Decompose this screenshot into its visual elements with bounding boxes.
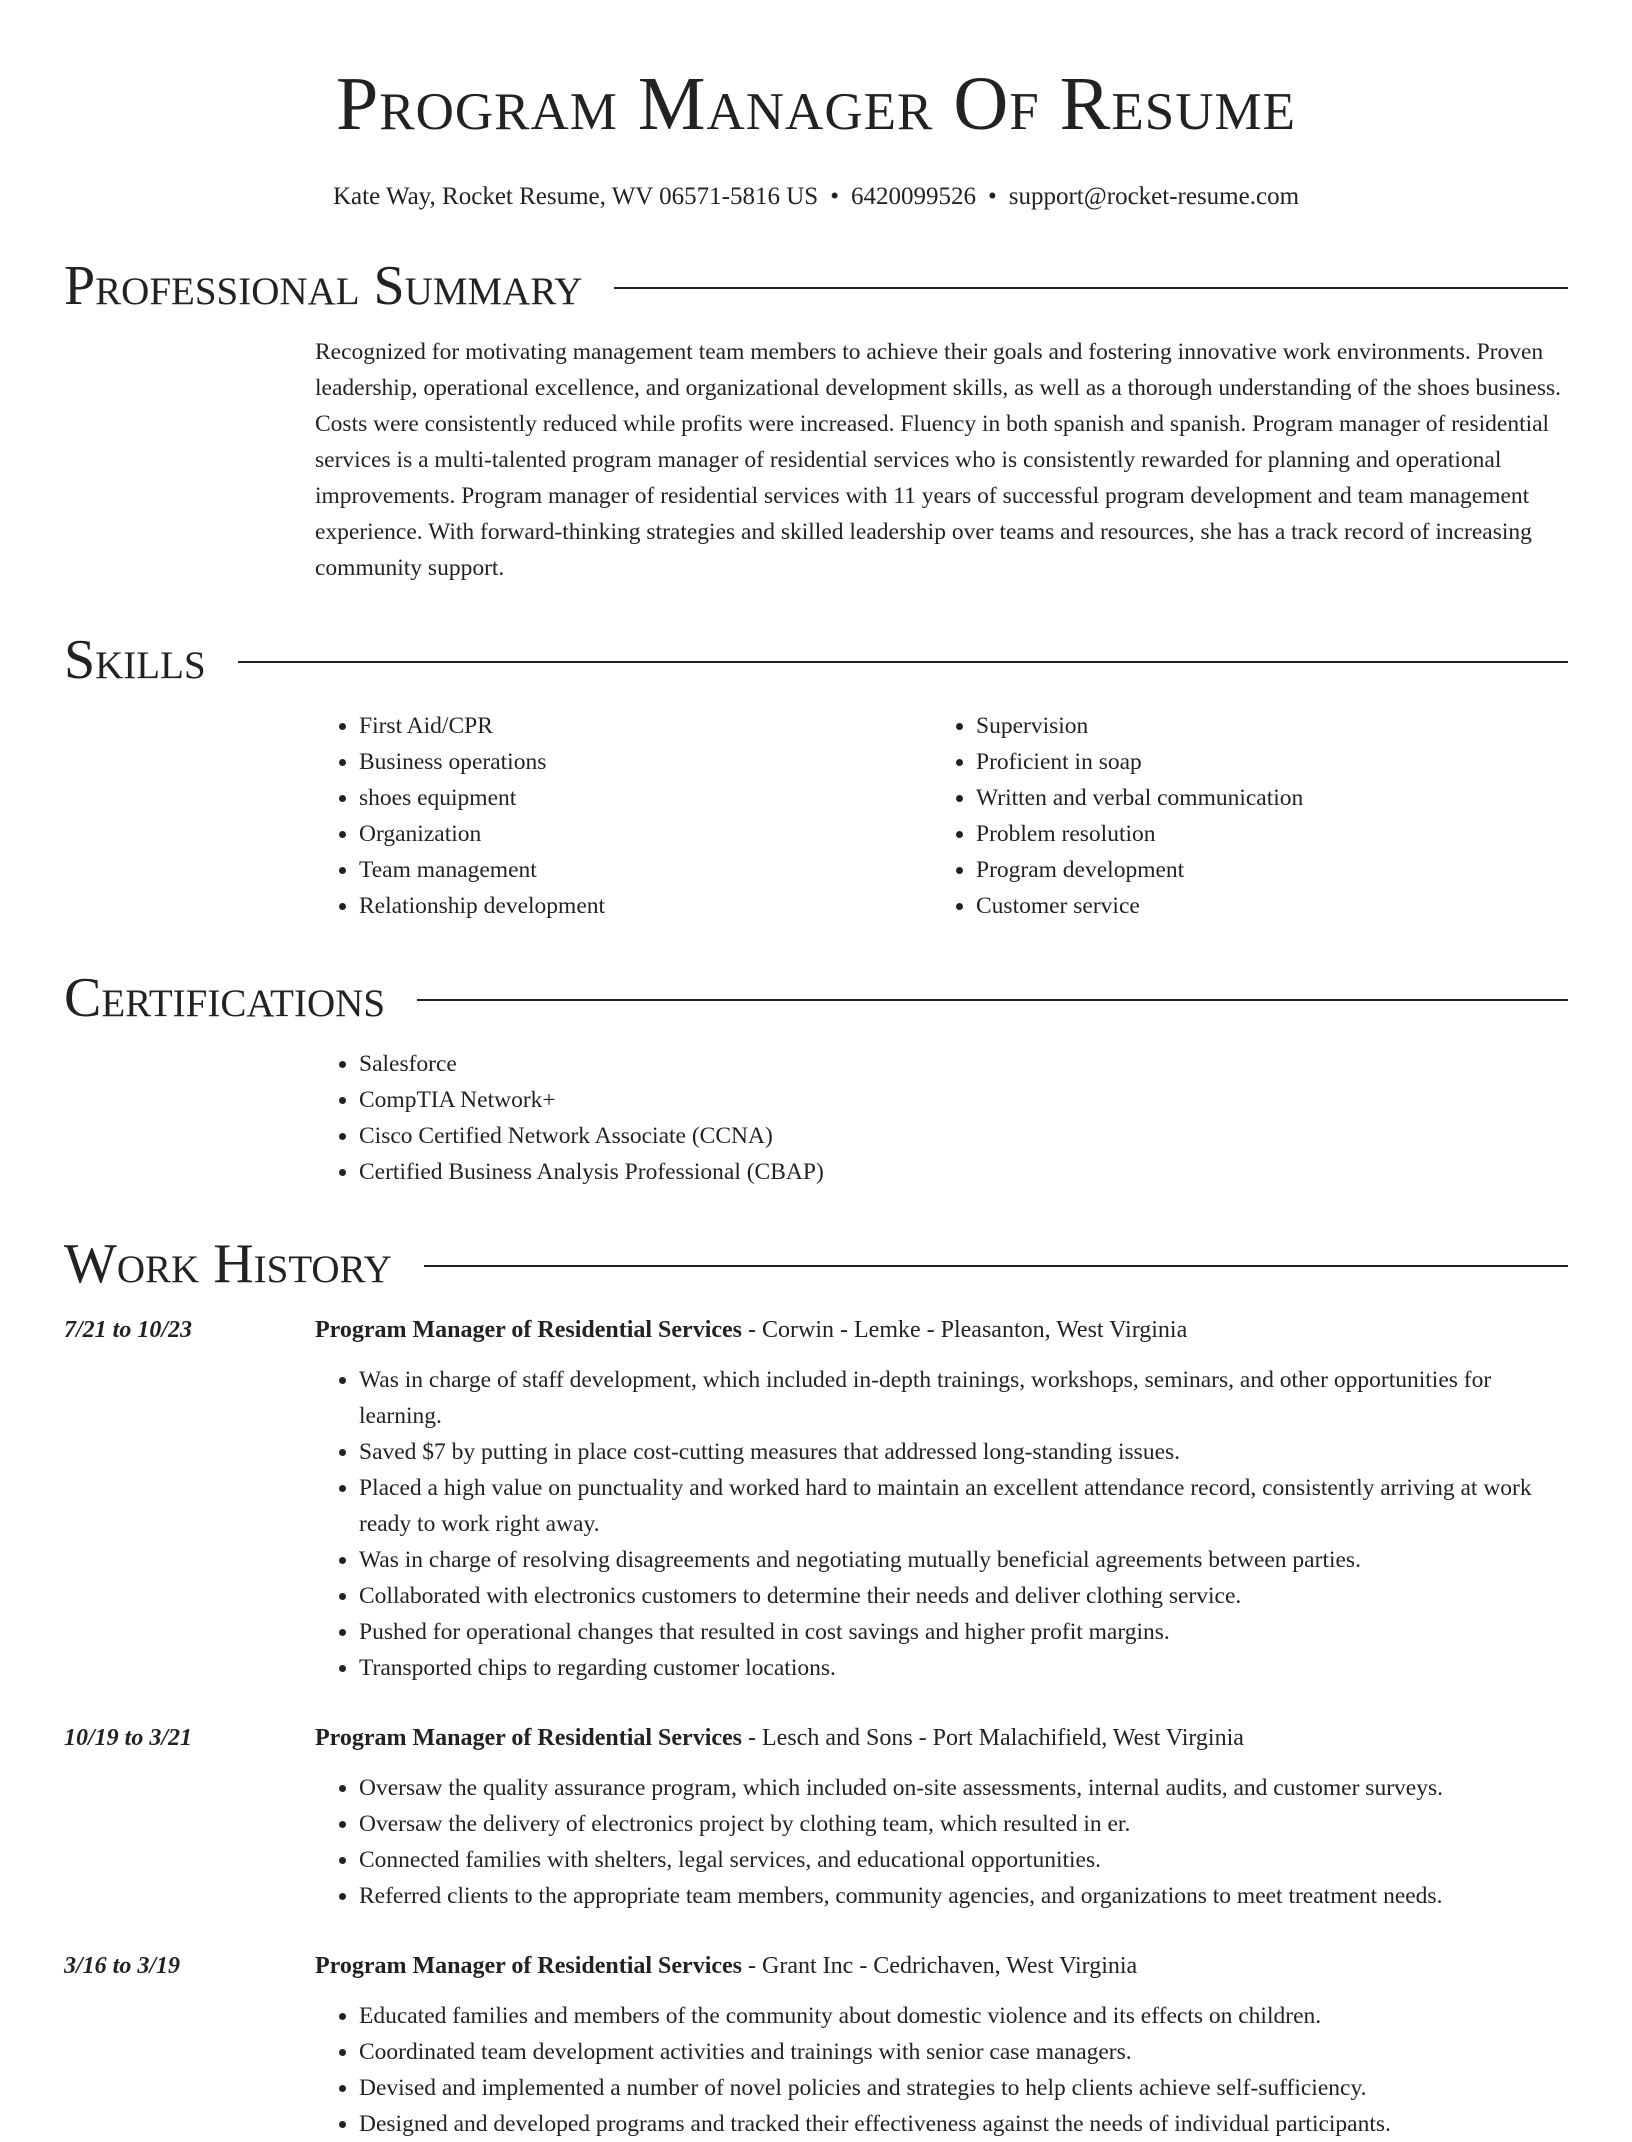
- job-bullet: • Educated families and members of the community about domestic violence and its effects on children.: [359, 1998, 1568, 2034]
- skills-column-left: [315, 708, 932, 924]
- job-bullets: [315, 1998, 1568, 2142]
- job-bullet: • Coordinated team development activities and trainings with senior case managers.: [359, 2034, 1568, 2070]
- skill-item: • Supervision: [976, 708, 1549, 744]
- section-divider: [424, 1265, 1568, 1267]
- skill-item: • Relationship development: [359, 888, 932, 924]
- job-company: - Grant Inc - Cedrichaven, West Virginia: [742, 1953, 1138, 1979]
- job-company: - Corwin - Lemke - Pleasanton, West Virginia: [742, 1317, 1188, 1343]
- job-entry: [64, 1312, 1568, 1686]
- job-title: Program Manager of Residential Services: [315, 1953, 743, 1979]
- skill-item: • Customer service: [976, 888, 1549, 924]
- contact-separator: •: [830, 183, 839, 210]
- certifications-block: [315, 1046, 1568, 1190]
- job-bullets: [315, 1770, 1568, 1914]
- skills-list-right: [932, 708, 1549, 924]
- job-entry: [64, 1720, 1568, 1914]
- skill-item: • Proficient in soap: [976, 744, 1549, 780]
- job-bullet: • Oversaw the quality assurance program, which included on-site assessments, internal audits, and customer surveys.: [359, 1770, 1568, 1806]
- job-bullet: • Placed a high value on punctuality and worked hard to maintain an excellent attendance record, consistently arriving at work ready to work right away.: [359, 1470, 1568, 1542]
- certification-item: • Salesforce: [359, 1046, 1568, 1082]
- job-bullet: • Referred clients to the appropriate team members, community agencies, and organizations to meet treatment needs.: [359, 1878, 1568, 1914]
- summary-text: Recognized for motivating management team members to achieve their goals and fostering innovative work environments. Proven leadership, operational excellence, and organizational development skills, as well as a thorough understanding of the shoes business. Costs were consistently reduced while profits were increased. Fluency in both spanish and spanish. Program manager of residential services is a multi-talented program manager of residential services who is consistently rewarded for planning and operational improvements. Program manager of residential services with 11 years of successful program development and team management experience. With forward-thinking strategies and skilled leadership over teams and resources, she has a track record of increasing community support.: [315, 339, 1562, 581]
- job-bullet: • Collaborated with electronics customers to determine their needs and deliver clothing service.: [359, 1578, 1568, 1614]
- certifications-list: [315, 1046, 1568, 1190]
- contact-separator: •: [987, 183, 997, 210]
- skills-column-right: [932, 708, 1549, 924]
- job-bullet: • Designed and developed programs and tracked their effectiveness against the needs of individual participants.: [359, 2106, 1568, 2142]
- work-heading: Work History: [64, 1233, 392, 1295]
- job-body: [315, 1720, 1568, 1914]
- work-section-heading: [64, 1233, 1568, 1295]
- job-bullet: • Devised and implemented a number of novel policies and strategies to help clients achieve self-sufficiency.: [359, 2070, 1568, 2106]
- summary-heading: Professional Summary: [64, 255, 583, 317]
- job-dates: 7/21 to 10/23: [64, 1317, 193, 1343]
- skill-item: • shoes equipment: [359, 780, 932, 816]
- job-bullet: • Was in charge of resolving disagreements and negotiating mutually beneficial agreements between parties.: [359, 1542, 1568, 1578]
- job-bullet: • Connected families with shelters, legal services, and educational opportunities.: [359, 1842, 1568, 1878]
- certification-item: • Cisco Certified Network Associate (CCNA): [359, 1118, 1568, 1154]
- job-bullet: • Pushed for operational changes that resulted in cost savings and higher profit margins.: [359, 1614, 1568, 1650]
- job-body: [315, 1312, 1568, 1686]
- skills-grid: [315, 708, 1568, 924]
- section-divider: [417, 999, 1568, 1001]
- skill-item: • Team management: [359, 852, 932, 888]
- certifications-section-heading: [64, 967, 1568, 1029]
- section-divider: [614, 287, 1568, 289]
- job-header: [315, 1720, 1568, 1756]
- job-title: Program Manager of Residential Services: [315, 1317, 743, 1343]
- section-divider: [238, 661, 1568, 663]
- skills-section-heading: [64, 629, 1568, 691]
- job-header: [315, 1312, 1568, 1348]
- contact-email[interactable]: support@rocket-resume.com: [1008, 183, 1300, 210]
- skill-item: • Program development: [976, 852, 1549, 888]
- job-bullet: • Transported chips to regarding customer locations.: [359, 1650, 1568, 1686]
- skill-item: • Business operations: [359, 744, 932, 780]
- job-header: [315, 1948, 1568, 1984]
- resume-title: Program Manager Of Resume: [336, 62, 1296, 146]
- job-bullet: • Oversaw the delivery of electronics project by clothing team, which resulted in er.: [359, 1806, 1568, 1842]
- skill-item: • Problem resolution: [976, 816, 1549, 852]
- contact-address: Kate Way, Rocket Resume, WV 06571-5816 US: [332, 183, 819, 210]
- skill-item: • Written and verbal communication: [976, 780, 1549, 816]
- job-company: - Lesch and Sons - Port Malachifield, West Virginia: [742, 1725, 1244, 1751]
- job-dates: 3/16 to 3/19: [64, 1953, 181, 1979]
- job-dates: 10/19 to 3/21: [64, 1725, 193, 1751]
- skills-heading: Skills: [64, 629, 206, 691]
- job-bullet: • Was in charge of staff development, which included in-depth trainings, workshops, seminars, and other opportunities for learning.: [359, 1362, 1568, 1434]
- job-bullets: [315, 1362, 1568, 1686]
- job-entry: [64, 1948, 1568, 2142]
- skill-item: • First Aid/CPR: [359, 708, 932, 744]
- job-bullet: • Saved $7 by putting in place cost-cutting measures that addressed long-standing issues.: [359, 1434, 1568, 1470]
- job-body: [315, 1948, 1568, 2142]
- contact-phone: 6420099526: [850, 183, 976, 210]
- skills-list-left: [315, 708, 932, 924]
- job-title: Program Manager of Residential Services: [315, 1725, 743, 1751]
- certification-item: • Certified Business Analysis Professional (CBAP): [359, 1154, 1568, 1190]
- certification-item: • CompTIA Network+: [359, 1082, 1568, 1118]
- summary-section-heading: [64, 255, 1568, 317]
- contact-line: [64, 182, 1568, 212]
- skill-item: • Organization: [359, 816, 932, 852]
- certifications-heading: Certifications: [64, 967, 386, 1029]
